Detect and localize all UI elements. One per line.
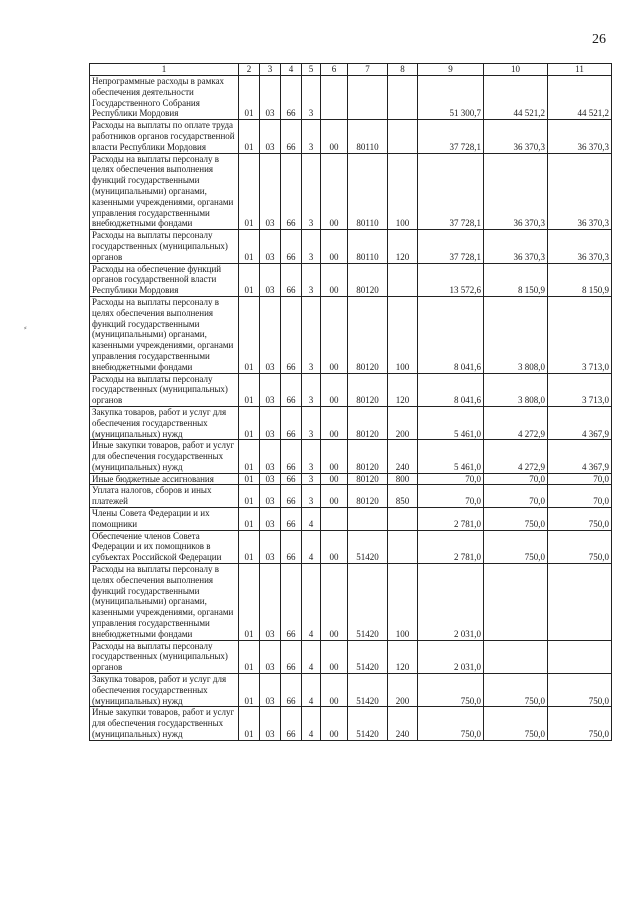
amount-year-3-cell: 44 521,2 (548, 76, 612, 120)
column-header: 9 (418, 64, 484, 76)
table-row (90, 373, 612, 406)
subsection-code-cell: 03 (260, 373, 281, 406)
amount-year-3-cell: 3 713,0 (548, 373, 612, 406)
table-row (90, 640, 612, 673)
main-event-code-cell: 00 (321, 440, 348, 473)
subsection-code-cell: 03 (260, 263, 281, 296)
amount-year-1-cell: 70,0 (418, 473, 484, 485)
expense-name-cell: Расходы на выплаты по оплате труда работников органов государственной власти Республики Мордовия (90, 120, 239, 153)
amount-year-3-cell: 750,0 (548, 530, 612, 563)
program-code-cell: 66 (281, 440, 302, 473)
section-code-cell: 01 (239, 373, 260, 406)
subsection-code-cell: 03 (260, 153, 281, 230)
main-event-code-cell: 00 (321, 473, 348, 485)
subprogram-code-cell: 3 (302, 76, 321, 120)
direction-code-cell: 80120 (348, 473, 388, 485)
amount-year-3-cell (548, 640, 612, 673)
main-event-code-cell: 00 (321, 674, 348, 707)
amount-year-3-cell: 70,0 (548, 473, 612, 485)
direction-code-cell: 51420 (348, 674, 388, 707)
direction-code-cell: 80120 (348, 373, 388, 406)
expense-type-code-cell: 240 (388, 440, 418, 473)
amount-year-1-cell: 2 031,0 (418, 640, 484, 673)
expense-name-cell: Расходы на обеспечение функций органов государственной власти Республики Мордовия (90, 263, 239, 296)
expense-type-code-cell: 100 (388, 564, 418, 641)
direction-code-cell (348, 508, 388, 531)
expense-name-cell: Иные закупки товаров, работ и услуг для обеспечения государственных (муниципальных) нужд (90, 707, 239, 740)
subprogram-code-cell: 3 (302, 263, 321, 296)
amount-year-2-cell: 44 521,2 (484, 76, 548, 120)
subsection-code-cell: 03 (260, 120, 281, 153)
direction-code-cell: 51420 (348, 530, 388, 563)
main-event-code-cell: 00 (321, 296, 348, 373)
table-row (90, 296, 612, 373)
amount-year-3-cell: 4 367,9 (548, 440, 612, 473)
amount-year-1-cell: 51 300,7 (418, 76, 484, 120)
amount-year-2-cell: 70,0 (484, 485, 548, 508)
subprogram-code-cell: 3 (302, 440, 321, 473)
expense-name-cell: Обеспечение членов Совета Федерации и их помощников в субъектах Российской Федерации (90, 530, 239, 563)
amount-year-3-cell: 36 370,3 (548, 120, 612, 153)
subsection-code-cell: 03 (260, 406, 281, 439)
expense-type-code-cell (388, 530, 418, 563)
column-header: 4 (281, 64, 302, 76)
section-code-cell: 01 (239, 406, 260, 439)
column-header: 3 (260, 64, 281, 76)
column-header: 10 (484, 64, 548, 76)
subsection-code-cell: 03 (260, 640, 281, 673)
program-code-cell: 66 (281, 406, 302, 439)
section-code-cell: 01 (239, 440, 260, 473)
table-row (90, 76, 612, 120)
expense-name-cell: Члены Совета Федерации и их помощники (90, 508, 239, 531)
table-row (90, 508, 612, 531)
subprogram-code-cell: 4 (302, 707, 321, 740)
expense-type-code-cell: 100 (388, 153, 418, 230)
amount-year-1-cell: 5 461,0 (418, 406, 484, 439)
amount-year-2-cell: 70,0 (484, 473, 548, 485)
section-code-cell: 01 (239, 76, 260, 120)
amount-year-2-cell: 750,0 (484, 530, 548, 563)
main-event-code-cell: 00 (321, 530, 348, 563)
program-code-cell: 66 (281, 230, 302, 263)
expense-type-code-cell: 800 (388, 473, 418, 485)
amount-year-1-cell: 70,0 (418, 485, 484, 508)
section-code-cell: 01 (239, 530, 260, 563)
expense-name-cell: Расходы на выплаты персоналу государственных (муниципальных) органов (90, 640, 239, 673)
direction-code-cell: 51420 (348, 640, 388, 673)
expense-type-code-cell (388, 120, 418, 153)
amount-year-2-cell (484, 564, 548, 641)
subsection-code-cell: 03 (260, 564, 281, 641)
expense-type-code-cell: 200 (388, 674, 418, 707)
program-code-cell: 66 (281, 296, 302, 373)
program-code-cell: 66 (281, 674, 302, 707)
section-code-cell: 01 (239, 263, 260, 296)
main-event-code-cell: 00 (321, 153, 348, 230)
amount-year-2-cell: 36 370,3 (484, 153, 548, 230)
section-code-cell: 01 (239, 120, 260, 153)
amount-year-1-cell: 2 781,0 (418, 530, 484, 563)
amount-year-2-cell: 4 272,9 (484, 406, 548, 439)
program-code-cell: 66 (281, 530, 302, 563)
amount-year-1-cell: 37 728,1 (418, 120, 484, 153)
program-code-cell: 66 (281, 485, 302, 508)
expense-name-cell: Расходы на выплаты персоналу в целях обеспечения выполнения функций государственными (муниципальными) органами, казенными учреждениями, органами управления государственными внебюджетными фондами (90, 564, 239, 641)
column-header: 1 (90, 64, 239, 76)
expense-type-code-cell: 200 (388, 406, 418, 439)
table-row (90, 230, 612, 263)
subsection-code-cell: 03 (260, 530, 281, 563)
subsection-code-cell: 03 (260, 473, 281, 485)
expense-type-code-cell: 240 (388, 707, 418, 740)
table-row (90, 153, 612, 230)
program-code-cell: 66 (281, 707, 302, 740)
amount-year-3-cell: 36 370,3 (548, 153, 612, 230)
subprogram-code-cell: 4 (302, 530, 321, 563)
column-header: 8 (388, 64, 418, 76)
amount-year-1-cell: 2 781,0 (418, 508, 484, 531)
program-code-cell: 66 (281, 153, 302, 230)
expense-name-cell: Закупка товаров, работ и услуг для обеспечения государственных (муниципальных) нужд (90, 406, 239, 439)
subsection-code-cell: 03 (260, 76, 281, 120)
subprogram-code-cell: 3 (302, 406, 321, 439)
amount-year-2-cell: 8 150,9 (484, 263, 548, 296)
program-code-cell: 66 (281, 640, 302, 673)
direction-code-cell: 80110 (348, 230, 388, 263)
subsection-code-cell: 03 (260, 485, 281, 508)
section-code-cell: 01 (239, 674, 260, 707)
expense-name-cell: Иные закупки товаров, работ и услуг для обеспечения государственных (муниципальных) нужд (90, 440, 239, 473)
budget-table (89, 63, 612, 741)
amount-year-1-cell: 8 041,6 (418, 296, 484, 373)
amount-year-3-cell: 750,0 (548, 707, 612, 740)
expense-type-code-cell: 120 (388, 230, 418, 263)
section-code-cell: 01 (239, 153, 260, 230)
section-code-cell: 01 (239, 485, 260, 508)
margin-mark: ⸗ (24, 323, 27, 332)
main-event-code-cell: 00 (321, 564, 348, 641)
main-event-code-cell: 00 (321, 485, 348, 508)
amount-year-1-cell: 2 031,0 (418, 564, 484, 641)
table-row (90, 263, 612, 296)
table-row (90, 707, 612, 740)
expense-name-cell: Непрограммные расходы в рамках обеспечения деятельности Государственного Собрания Республики Мордовия (90, 76, 239, 120)
expense-type-code-cell (388, 508, 418, 531)
amount-year-1-cell: 5 461,0 (418, 440, 484, 473)
expense-name-cell: Расходы на выплаты персоналу в целях обеспечения выполнения функций государственными (муниципальными) органами, казенными учреждениями, органами управления государственными внебюджетными фондами (90, 296, 239, 373)
main-event-code-cell: 00 (321, 406, 348, 439)
subsection-code-cell: 03 (260, 707, 281, 740)
subsection-code-cell: 03 (260, 296, 281, 373)
amount-year-1-cell: 37 728,1 (418, 230, 484, 263)
amount-year-1-cell: 8 041,6 (418, 373, 484, 406)
subprogram-code-cell: 4 (302, 640, 321, 673)
subprogram-code-cell: 3 (302, 230, 321, 263)
main-event-code-cell: 00 (321, 707, 348, 740)
subprogram-code-cell: 4 (302, 674, 321, 707)
section-code-cell: 01 (239, 707, 260, 740)
column-header: 11 (548, 64, 612, 76)
program-code-cell: 66 (281, 473, 302, 485)
column-header: 7 (348, 64, 388, 76)
main-event-code-cell (321, 508, 348, 531)
subprogram-code-cell: 3 (302, 296, 321, 373)
table-row (90, 440, 612, 473)
subprogram-code-cell: 4 (302, 508, 321, 531)
amount-year-3-cell: 70,0 (548, 485, 612, 508)
amount-year-3-cell: 3 713,0 (548, 296, 612, 373)
expense-type-code-cell: 850 (388, 485, 418, 508)
column-header: 5 (302, 64, 321, 76)
table-row (90, 473, 612, 485)
direction-code-cell: 80120 (348, 296, 388, 373)
expense-type-code-cell (388, 263, 418, 296)
table-row (90, 120, 612, 153)
subprogram-code-cell: 3 (302, 373, 321, 406)
subsection-code-cell: 03 (260, 230, 281, 263)
direction-code-cell: 80120 (348, 485, 388, 508)
subsection-code-cell: 03 (260, 674, 281, 707)
expense-name-cell: Закупка товаров, работ и услуг для обеспечения государственных (муниципальных) нужд (90, 674, 239, 707)
subprogram-code-cell: 3 (302, 120, 321, 153)
table-row (90, 530, 612, 563)
expense-name-cell: Расходы на выплаты персоналу в целях обеспечения выполнения функций государственными (муниципальными) органами, казенными учреждениями, органами управления государственными внебюджетными фондами (90, 153, 239, 230)
expense-name-cell: Расходы на выплаты персоналу государственных (муниципальных) органов (90, 373, 239, 406)
main-event-code-cell: 00 (321, 120, 348, 153)
amount-year-3-cell: 750,0 (548, 674, 612, 707)
amount-year-2-cell: 750,0 (484, 508, 548, 531)
expense-name-cell: Уплата налогов, сборов и иных платежей (90, 485, 239, 508)
table-row (90, 485, 612, 508)
main-event-code-cell (321, 76, 348, 120)
direction-code-cell: 51420 (348, 564, 388, 641)
subprogram-code-cell: 3 (302, 153, 321, 230)
section-code-cell: 01 (239, 296, 260, 373)
amount-year-2-cell (484, 640, 548, 673)
amount-year-3-cell: 4 367,9 (548, 406, 612, 439)
main-event-code-cell: 00 (321, 373, 348, 406)
amount-year-2-cell: 3 808,0 (484, 296, 548, 373)
subsection-code-cell: 03 (260, 440, 281, 473)
amount-year-2-cell: 750,0 (484, 707, 548, 740)
amount-year-2-cell: 750,0 (484, 674, 548, 707)
section-code-cell: 01 (239, 230, 260, 263)
amount-year-1-cell: 37 728,1 (418, 153, 484, 230)
column-header: 6 (321, 64, 348, 76)
expense-type-code-cell: 120 (388, 640, 418, 673)
amount-year-2-cell: 36 370,3 (484, 120, 548, 153)
amount-year-3-cell (548, 564, 612, 641)
program-code-cell: 66 (281, 564, 302, 641)
section-code-cell: 01 (239, 473, 260, 485)
amount-year-1-cell: 750,0 (418, 707, 484, 740)
section-code-cell: 01 (239, 564, 260, 641)
section-code-cell: 01 (239, 508, 260, 531)
direction-code-cell: 51420 (348, 707, 388, 740)
amount-year-2-cell: 36 370,3 (484, 230, 548, 263)
column-header: 2 (239, 64, 260, 76)
program-code-cell: 66 (281, 263, 302, 296)
subsection-code-cell: 03 (260, 508, 281, 531)
amount-year-3-cell: 750,0 (548, 508, 612, 531)
program-code-cell: 66 (281, 76, 302, 120)
direction-code-cell: 80120 (348, 263, 388, 296)
direction-code-cell: 80120 (348, 440, 388, 473)
subprogram-code-cell: 3 (302, 473, 321, 485)
section-code-cell: 01 (239, 640, 260, 673)
main-event-code-cell: 00 (321, 263, 348, 296)
table-header-row (90, 64, 612, 76)
program-code-cell: 66 (281, 508, 302, 531)
amount-year-2-cell: 4 272,9 (484, 440, 548, 473)
amount-year-2-cell: 3 808,0 (484, 373, 548, 406)
direction-code-cell: 80110 (348, 153, 388, 230)
amount-year-1-cell: 750,0 (418, 674, 484, 707)
amount-year-3-cell: 36 370,3 (548, 230, 612, 263)
direction-code-cell: 80110 (348, 120, 388, 153)
amount-year-3-cell: 8 150,9 (548, 263, 612, 296)
subprogram-code-cell: 3 (302, 485, 321, 508)
expense-type-code-cell: 120 (388, 373, 418, 406)
expense-type-code-cell: 100 (388, 296, 418, 373)
program-code-cell: 66 (281, 373, 302, 406)
main-event-code-cell: 00 (321, 230, 348, 263)
table-row (90, 674, 612, 707)
main-event-code-cell: 00 (321, 640, 348, 673)
direction-code-cell: 80120 (348, 406, 388, 439)
direction-code-cell (348, 76, 388, 120)
expense-name-cell: Расходы на выплаты персоналу государственных (муниципальных) органов (90, 230, 239, 263)
page-number: 26 (592, 32, 606, 47)
table-row (90, 564, 612, 641)
expense-type-code-cell (388, 76, 418, 120)
table-row (90, 406, 612, 439)
amount-year-1-cell: 13 572,6 (418, 263, 484, 296)
subprogram-code-cell: 4 (302, 564, 321, 641)
program-code-cell: 66 (281, 120, 302, 153)
expense-name-cell: Иные бюджетные ассигнования (90, 473, 239, 485)
